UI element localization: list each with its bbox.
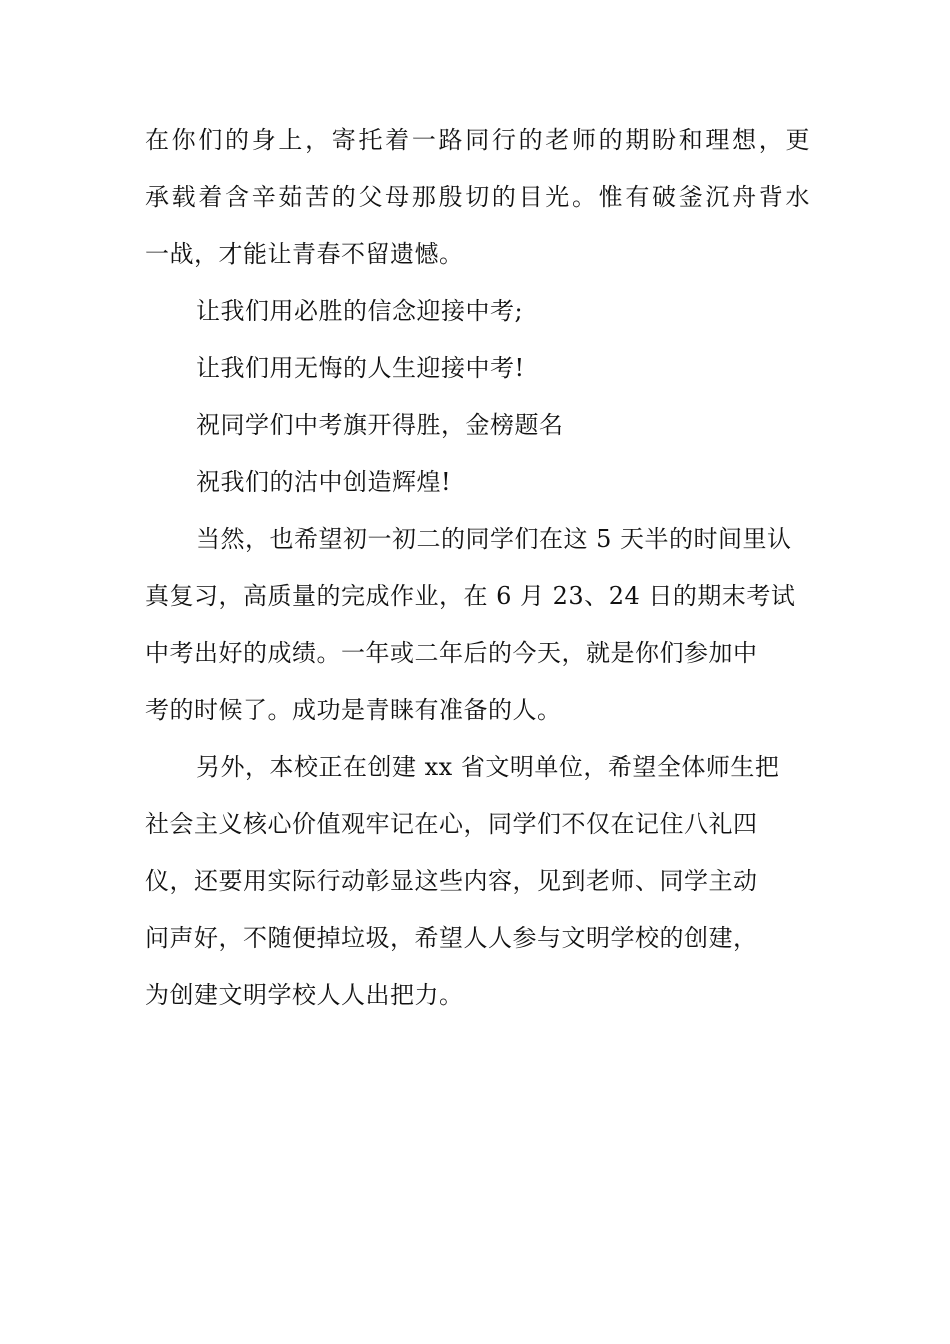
paragraph-line: 祝同学们中考旗开得胜，金榜题名 — [196, 411, 564, 439]
paragraph-line: 祝我们的沽中创造辉煌! — [196, 468, 452, 496]
paragraph-2 — [145, 283, 810, 340]
paragraph-line: 当然，也希望初一初二的同学们在这 5 天半的时间里认 — [196, 525, 792, 553]
paragraph-6 — [145, 511, 810, 739]
paragraph-line: 让我们用必胜的信念迎接中考; — [196, 297, 524, 325]
paragraph-3 — [145, 340, 810, 397]
paragraph-line: 让我们用无悔的人生迎接中考! — [196, 354, 525, 382]
paragraph-line: 在你们的身上，寄托着一路同行的老师的期盼和理想，更 — [145, 126, 810, 154]
paragraph-7 — [145, 739, 810, 1024]
paragraph-line: 中考出好的成绩。一年或二年后的今天，就是你们参加中 — [145, 639, 758, 667]
paragraph-line: 问声好，不随便掉垃圾，希望人人参与文明学校的创建， — [145, 924, 758, 952]
paragraph-4 — [145, 397, 810, 454]
paragraph-line: 另外，本校正在创建 xx 省文明单位，希望全体师生把 — [196, 753, 780, 781]
paragraph-line: 真复习，高质量的完成作业，在 6 月 23、24 日的期末考试 — [145, 582, 796, 610]
document-body — [145, 112, 810, 1024]
paragraph-line: 考的时候了。成功是青睐有准备的人。 — [145, 696, 562, 724]
paragraph-line: 仪，还要用实际行动彰显这些内容，见到老师、同学主动 — [145, 867, 758, 895]
paragraph-1 — [145, 112, 810, 283]
paragraph-line: 社会主义核心价值观牢记在心，同学们不仅在记住八礼四 — [145, 810, 758, 838]
paragraph-line: 一战，才能让青春不留遗憾。 — [145, 240, 464, 268]
paragraph-line: 为创建文明学校人人出把力。 — [145, 981, 464, 1009]
paragraph-5 — [145, 454, 810, 511]
paragraph-line: 承载着含辛茹苦的父母那殷切的目光。惟有破釜沉舟背水 — [145, 183, 810, 211]
